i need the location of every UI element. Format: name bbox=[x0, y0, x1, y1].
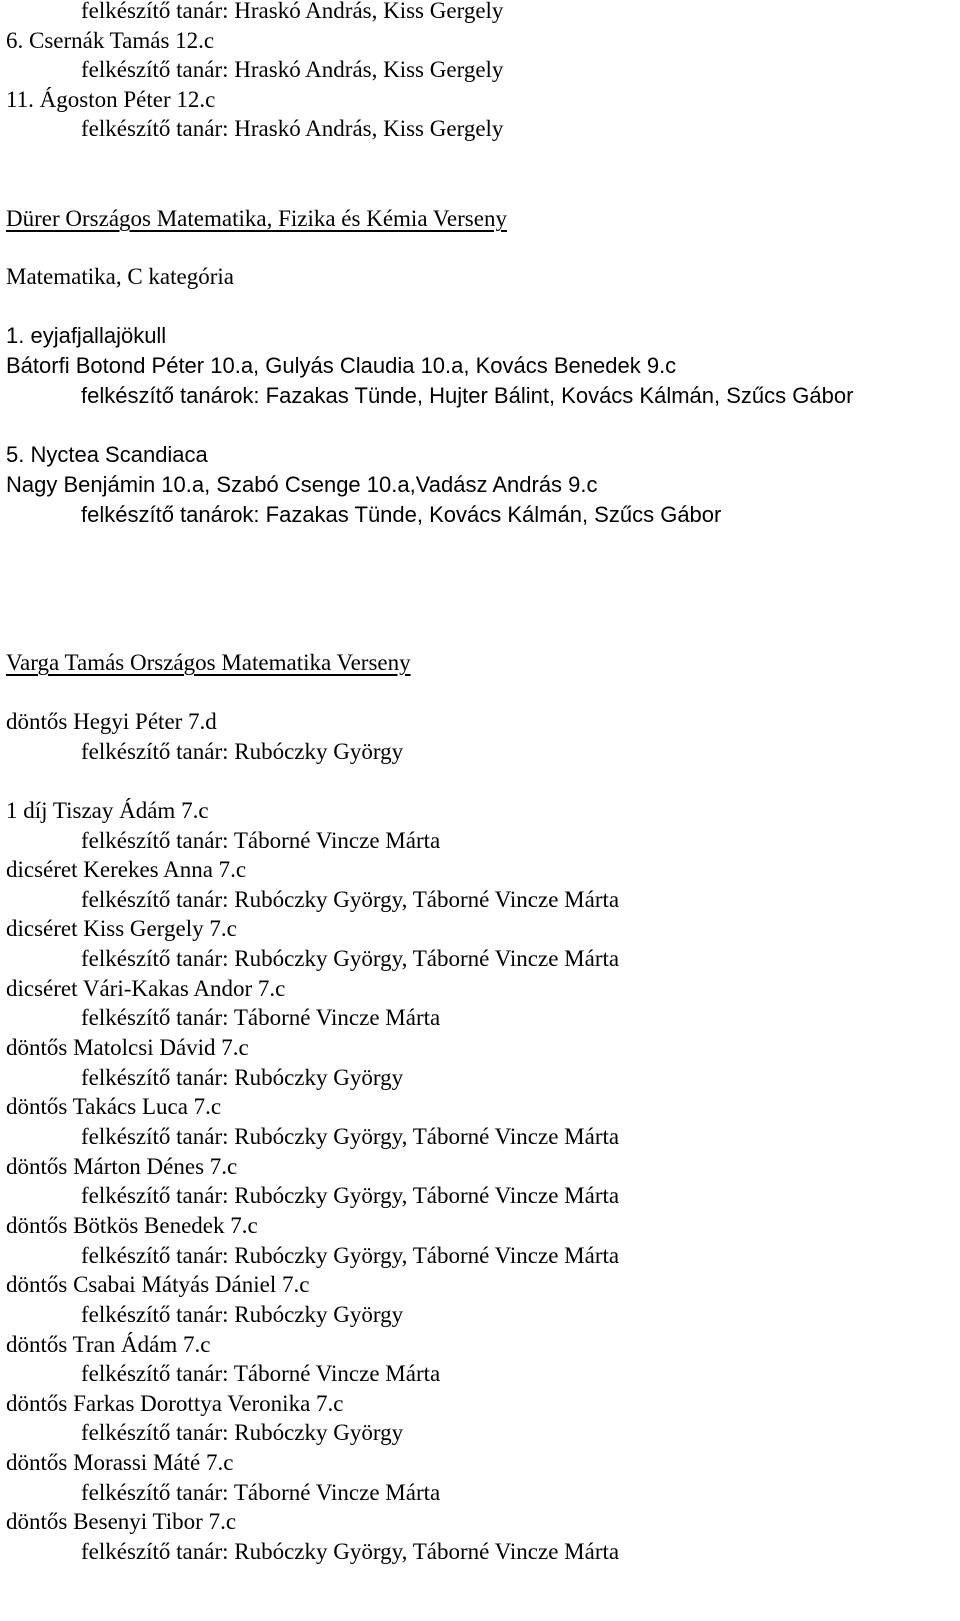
result-line: döntős Besenyi Tibor 7.c bbox=[6, 1509, 237, 1534]
result-line: döntős Takács Luca 7.c bbox=[6, 1094, 222, 1119]
result-line: dicséret Vári-Kakas Andor 7.c bbox=[6, 976, 286, 1001]
result-line: döntős Morassi Máté 7.c bbox=[6, 1450, 234, 1475]
teacher-line: felkészítő tanár: Rubóczky György, Táborné Vincze Márta bbox=[81, 1539, 620, 1564]
teacher-line: felkészítő tanár: Hraskó András, Kiss Gergely bbox=[81, 57, 504, 82]
teacher-line: felkészítő tanár: Rubóczky György, Táborné Vincze Márta bbox=[81, 946, 620, 971]
teacher-line: felkészítő tanár: Rubóczky György bbox=[81, 1065, 404, 1090]
teacher-line: felkészítő tanár: Rubóczky György, Táborné Vincze Márta bbox=[81, 1124, 620, 1149]
result-line: dicséret Kerekes Anna 7.c bbox=[6, 857, 247, 882]
result-line: dicséret Kiss Gergely 7.c bbox=[6, 916, 237, 941]
teacher-line: felkészítő tanár: Táborné Vincze Márta bbox=[81, 1005, 441, 1030]
result-line: döntős Farkas Dorottya Veronika 7.c bbox=[6, 1391, 344, 1416]
result-line: döntős Csabai Mátyás Dániel 7.c bbox=[6, 1272, 310, 1297]
result-line: döntős Hegyi Péter 7.d bbox=[6, 709, 217, 734]
result-line: 11. Ágoston Péter 12.c bbox=[6, 87, 216, 112]
teacher-line: felkészítő tanár: Táborné Vincze Márta bbox=[81, 1361, 441, 1386]
team-members: Nagy Benjámin 10.a, Szabó Csenge 10.a,Vadász András 9.c bbox=[6, 472, 598, 497]
teacher-line: felkészítő tanár: Rubóczky György, Táborné Vincze Márta bbox=[81, 887, 620, 912]
team-teachers: felkészítő tanárok: Fazakas Tünde, Kovács Kálmán, Szűcs Gábor bbox=[81, 502, 722, 527]
team-place: 5. Nyctea Scandiaca bbox=[6, 442, 208, 467]
result-line: döntős Bötkös Benedek 7.c bbox=[6, 1213, 258, 1238]
teacher-line: felkészítő tanár: Rubóczky György bbox=[81, 1420, 404, 1445]
section-title-durer: Dürer Országos Matematika, Fizika és Kémia Verseny bbox=[6, 206, 507, 231]
result-line: döntős Márton Dénes 7.c bbox=[6, 1154, 238, 1179]
team-members: Bátorfi Botond Péter 10.a, Gulyás Claudia 10.a, Kovács Benedek 9.c bbox=[6, 353, 677, 378]
result-line: 6. Csernák Tamás 12.c bbox=[6, 28, 215, 53]
team-teachers: felkészítő tanárok: Fazakas Tünde, Hujter Bálint, Kovács Kálmán, Szűcs Gábor bbox=[81, 383, 854, 408]
teacher-line: felkészítő tanár: Táborné Vincze Márta bbox=[81, 1480, 441, 1505]
teacher-line: felkészítő tanár: Hraskó András, Kiss Gergely bbox=[81, 0, 504, 23]
category-label: Matematika, C kategória bbox=[6, 264, 235, 289]
result-line: 1 díj Tiszay Ádám 7.c bbox=[6, 798, 209, 823]
teacher-line: felkészítő tanár: Rubóczky György, Táborné Vincze Márta bbox=[81, 1243, 620, 1268]
teacher-line: felkészítő tanár: Hraskó András, Kiss Gergely bbox=[81, 116, 504, 141]
teacher-line: felkészítő tanár: Rubóczky György bbox=[81, 739, 404, 764]
result-line: döntős Matolcsi Dávid 7.c bbox=[6, 1035, 249, 1060]
team-place: 1. eyjafjallajökull bbox=[6, 323, 167, 348]
teacher-line: felkészítő tanár: Rubóczky György, Táborné Vincze Márta bbox=[81, 1183, 620, 1208]
result-line: döntős Tran Ádám 7.c bbox=[6, 1332, 211, 1357]
teacher-line: felkészítő tanár: Táborné Vincze Márta bbox=[81, 828, 441, 853]
teacher-line: felkészítő tanár: Rubóczky György bbox=[81, 1302, 404, 1327]
section-title-varga: Varga Tamás Országos Matematika Verseny bbox=[6, 650, 411, 675]
